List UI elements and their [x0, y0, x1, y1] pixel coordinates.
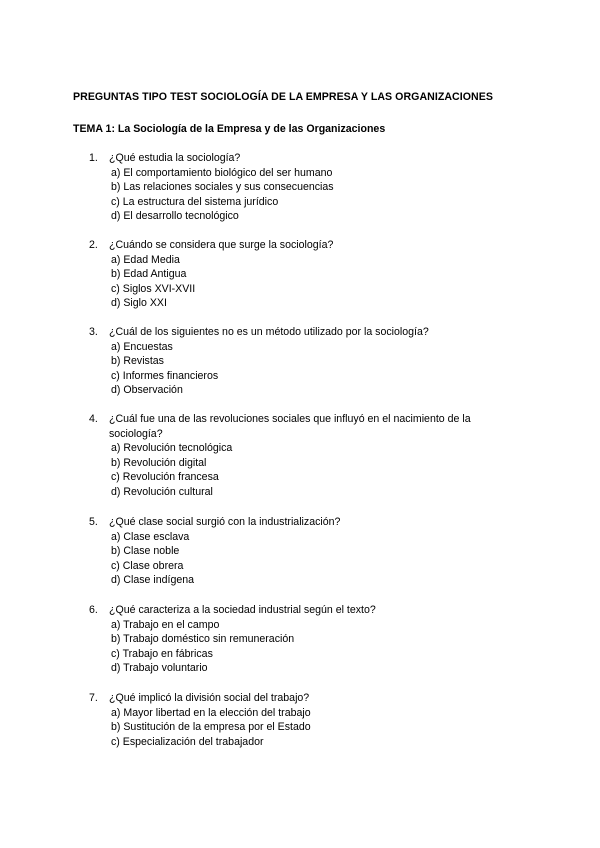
question-5	[89, 515, 509, 588]
option-a: a) Trabajo en el campo	[111, 618, 220, 631]
question-6	[89, 603, 509, 676]
question-text: ¿Qué caracteriza a la sociedad industrial según el texto?	[109, 604, 376, 616]
section-title: TEMA 1: La Sociología de la Empresa y de las Organizaciones	[73, 123, 386, 135]
option-b: b) Sustitución de la empresa por el Estado	[111, 721, 311, 734]
option-d: d) Trabajo voluntario	[111, 662, 208, 675]
option-c: c) Especialización del trabajador	[111, 735, 264, 748]
option-list	[89, 340, 509, 398]
option-a: a) Clase esclava	[111, 530, 190, 543]
question-2	[89, 238, 509, 311]
option-c: c) Siglos XVI-XVII	[111, 282, 196, 295]
option-b: b) Clase noble	[111, 545, 180, 558]
option-b: b) Edad Antigua	[111, 268, 187, 281]
question-number: 7.	[89, 692, 98, 704]
question-number: 6.	[89, 604, 98, 616]
question-text: ¿Cuándo se considera que surge la sociología?	[109, 239, 334, 251]
option-b: b) Trabajo doméstico sin remuneración	[111, 633, 295, 646]
option-b: b) Revistas	[111, 355, 164, 368]
option-c: c) Informes financieros	[111, 369, 219, 382]
option-list	[89, 441, 509, 499]
option-c: c) Trabajo en fábricas	[111, 647, 213, 660]
option-d: d) Clase indígena	[111, 574, 195, 587]
option-list	[89, 618, 509, 676]
option-b: b) Revolución digital	[111, 456, 207, 469]
option-a: a) Encuestas	[111, 340, 173, 353]
option-list	[89, 530, 509, 588]
question-1	[89, 151, 509, 224]
option-b: b) Las relaciones sociales y sus consecuencias	[111, 181, 334, 194]
option-list	[89, 166, 509, 224]
option-c: c) Clase obrera	[111, 559, 184, 572]
option-c: c) Revolución francesa	[111, 471, 219, 484]
question-number: 5.	[89, 516, 98, 528]
question-text: ¿Qué estudia la sociología?	[109, 152, 241, 164]
question-number: 2.	[89, 239, 98, 251]
option-a: a) Mayor libertad en la elección del trabajo	[111, 706, 311, 719]
option-c: c) La estructura del sistema jurídico	[111, 195, 279, 208]
question-number: 4.	[89, 413, 98, 425]
question-4	[89, 412, 509, 500]
option-a: a) Edad Media	[111, 253, 180, 266]
question-3	[89, 325, 509, 398]
option-a: a) Revolución tecnológica	[111, 442, 233, 455]
question-7	[89, 691, 509, 749]
question-number: 1.	[89, 152, 98, 164]
option-list	[89, 253, 509, 311]
question-text: ¿Qué implicó la división social del trabajo?	[109, 692, 310, 704]
option-d: d) Revolución cultural	[111, 485, 213, 498]
question-number: 3.	[89, 326, 98, 338]
option-d: d) Observación	[111, 384, 183, 397]
question-text: ¿Cuál de los siguientes no es un método utilizado por la sociología?	[109, 326, 429, 338]
document-title: PREGUNTAS TIPO TEST SOCIOLOGÍA DE LA EMPRESA Y LAS ORGANIZACIONES	[73, 91, 493, 103]
option-a: a) El comportamiento biológico del ser humano	[111, 166, 333, 179]
option-list	[89, 706, 509, 750]
question-text: ¿Qué clase social surgió con la industrialización?	[109, 516, 341, 528]
question-text: ¿Cuál fue una de las revoluciones sociales que influyó en el nacimiento de la sociología?	[109, 413, 471, 440]
option-d: d) El desarrollo tecnológico	[111, 210, 239, 223]
option-d: d) Siglo XXI	[111, 297, 167, 310]
